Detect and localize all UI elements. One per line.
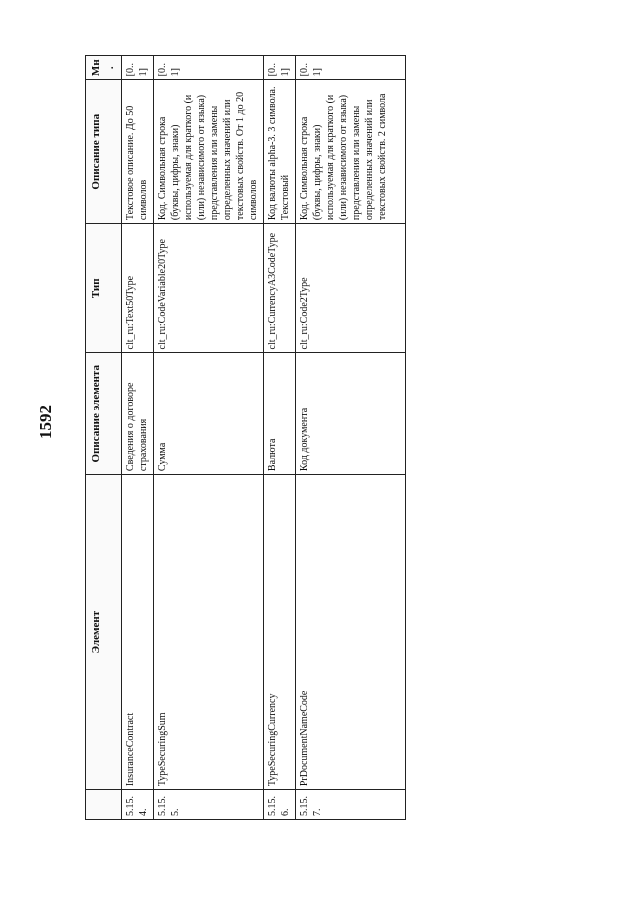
cell-element-desc: Сведения о договоре страхования	[121, 353, 153, 475]
cell-num: 5.15.4.	[121, 790, 153, 820]
header-type-desc: Описание типа	[86, 80, 122, 224]
spec-table	[85, 55, 406, 820]
header-type: Тип	[86, 224, 122, 353]
cell-element: PrDocumentNameCode	[295, 475, 405, 790]
cell-element-desc: Код документа	[295, 353, 405, 475]
cell-multiplicity: [0..1]	[263, 56, 295, 80]
table-row	[121, 56, 153, 820]
header-num	[86, 790, 122, 820]
header-element-desc: Описание элемента	[86, 353, 122, 475]
page-number: 1592	[36, 405, 55, 439]
cell-type-desc: Текстовое описание. До 50 символов	[121, 80, 153, 224]
table-row	[153, 56, 263, 820]
cell-type-desc: Код валюты alpha-3. 3 символа. Текстовый	[263, 80, 295, 224]
cell-multiplicity: [0..1]	[295, 56, 405, 80]
rotated-table-container	[85, 55, 415, 820]
header-element: Элемент	[86, 475, 122, 790]
cell-num: 5.15.7.	[295, 790, 405, 820]
cell-type: clt_ru:CodeVariable20Type	[153, 224, 263, 353]
cell-multiplicity: [0..1]	[153, 56, 263, 80]
table-row	[263, 56, 295, 820]
cell-type: clt_ru:CurrencyA3CodeType	[263, 224, 295, 353]
table-row	[295, 56, 405, 820]
table-header-row	[86, 56, 122, 820]
cell-element: InsuranceContract	[121, 475, 153, 790]
cell-type-desc: Код. Символьная строка (буквы, цифры, знаки) используемая для краткого (и (или) независимого от языка) представления или замены определенных значений или текстовых свойств. От 1 до 20 символов	[153, 80, 263, 224]
cell-element-desc: Валюта	[263, 353, 295, 475]
cell-type: clt_ru:Text50Type	[121, 224, 153, 353]
cell-type: clt_ru:Code2Type	[295, 224, 405, 353]
cell-element: TypeSecuringCurrency	[263, 475, 295, 790]
cell-element-desc: Сумма	[153, 353, 263, 475]
cell-num: 5.15.5.	[153, 790, 263, 820]
cell-num: 5.15.6.	[263, 790, 295, 820]
cell-multiplicity: [0..1]	[121, 56, 153, 80]
cell-type-desc: Код. Символьная строка (буквы, цифры, знаки) используемая для краткого (и (или) независимого от языка) представления или замены определенных значений или текстовых свойств. 2 символа	[295, 80, 405, 224]
cell-element: TypeSecuringSum	[153, 475, 263, 790]
header-multiplicity: Мн.	[86, 56, 122, 80]
